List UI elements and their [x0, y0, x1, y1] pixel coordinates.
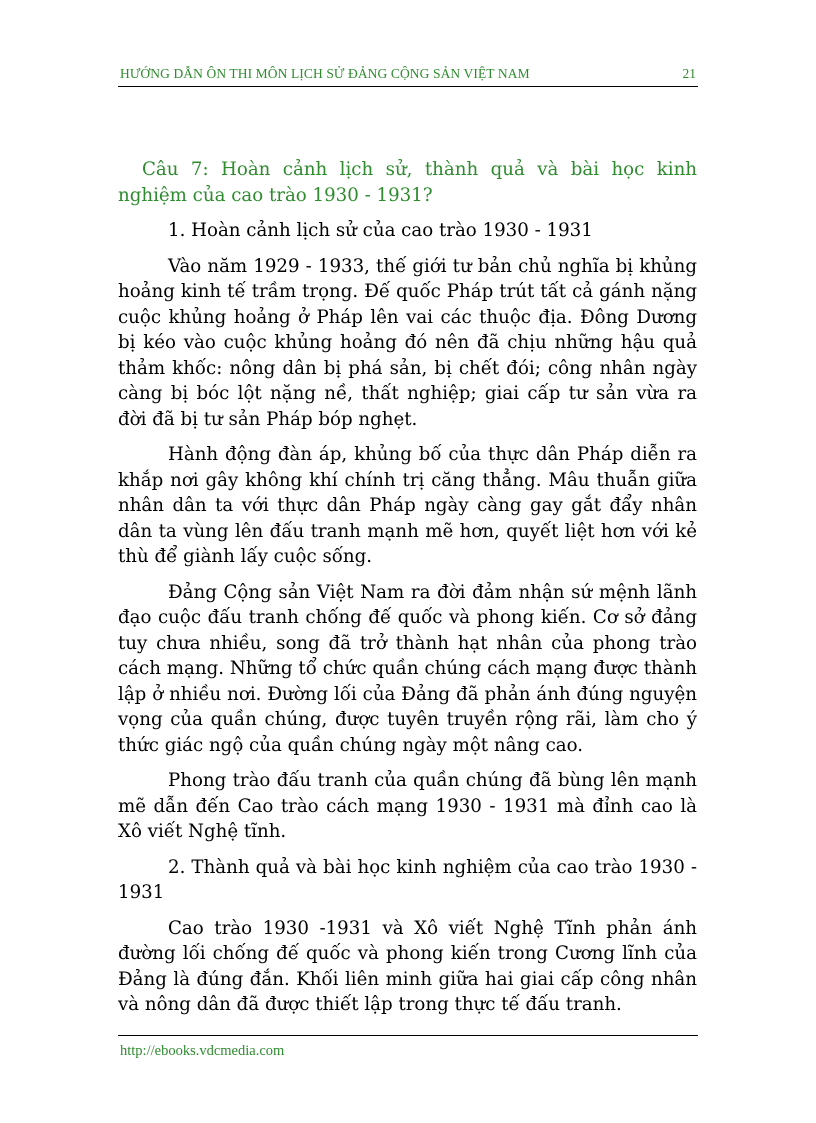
page-number: 21: [682, 66, 696, 81]
paragraph: Vào năm 1929 - 1933, thế giới tư bản chủ nghĩa bị khủng hoảng kinh tế trầm trọng. Đế quốc Pháp trút tất cả gánh nặng cuộc khủng hoảng ở Pháp lên vai các thuộc địa. Đông Dương bị kéo vào cuộc khủng hoảng đó nên đã chịu những hậu quả thảm khốc: nông dân bị phá sản, bị chết đói; công nhân ngày càng bị bóc lột nặng nề, thất nghiệp; giai cấp tư sản vừa ra đời đã bị tư sản Pháp bóp nghẹt.: [118, 255, 697, 430]
running-header: [118, 64, 698, 87]
paragraph: Cao trào 1930 -1931 và Xô viết Nghệ Tĩnh phản ánh đường lối chống đế quốc và phong kiến trong Cương lĩnh của Đảng là đúng đắn. Khối liên minh giữa hai giai cấp công nhân và nông dân đã được thiết lập trong thực tế đấu tranh.: [118, 917, 697, 1015]
footer-divider: [118, 1035, 698, 1036]
paragraph: Phong trào đấu tranh của quần chúng đã bùng lên mạnh mẽ dẫn đến Cao trào cách mạng 1930 - 1931 mà đỉnh cao là Xô viết Nghệ tĩnh.: [118, 770, 697, 842]
footer-link[interactable]: http://ebooks.vdcmedia.com: [120, 1043, 285, 1059]
section-heading-1: 1. Hoàn cảnh lịch sử của cao trào 1930 - 1931: [168, 220, 593, 241]
section-heading-2: 2. Thành quả và bài học kinh nghiệm của cao trào 1930 - 1931: [118, 856, 697, 903]
paragraph: Hành động đàn áp, khủng bố của thực dân Pháp diễn ra khắp nơi gây không khí chính trị căng thẳng. Mâu thuẫn giữa nhân dân ta với thực dân Pháp ngày càng gay gắt đẩy nhân dân ta vùng lên đấu tranh mạnh mẽ hơn, quyết liệt hơn với kẻ thù để giành lấy cuộc sống.: [118, 444, 697, 567]
running-header-title: HƯỚNG DẪN ÔN THI MÔN LỊCH SỬ ĐẢNG CỘNG SẢN VIỆT NAM: [120, 66, 530, 81]
paragraph: Đảng Cộng sản Việt Nam ra đời đảm nhận sứ mệnh lãnh đạo cuộc đấu tranh chống đế quốc và phong kiến. Cơ sở đảng tuy chưa nhiều, song đã trở thành hạt nhân của phong trào cách mạng. Những tổ chức quần chúng cách mạng được thành lập ở nhiều nơi. Đường lối của Đảng đã phản ánh đúng nguyện vọng của quần chúng, được tuyên truyền rộng rãi, làm cho ý thức giác ngộ của quần chúng ngày một nâng cao.: [118, 581, 697, 756]
page-body: [118, 157, 697, 1028]
question-heading: Câu 7: Hoàn cảnh lịch sử, thành quả và bài học kinh nghiệm của cao trào 1930 - 1931?: [118, 159, 697, 206]
